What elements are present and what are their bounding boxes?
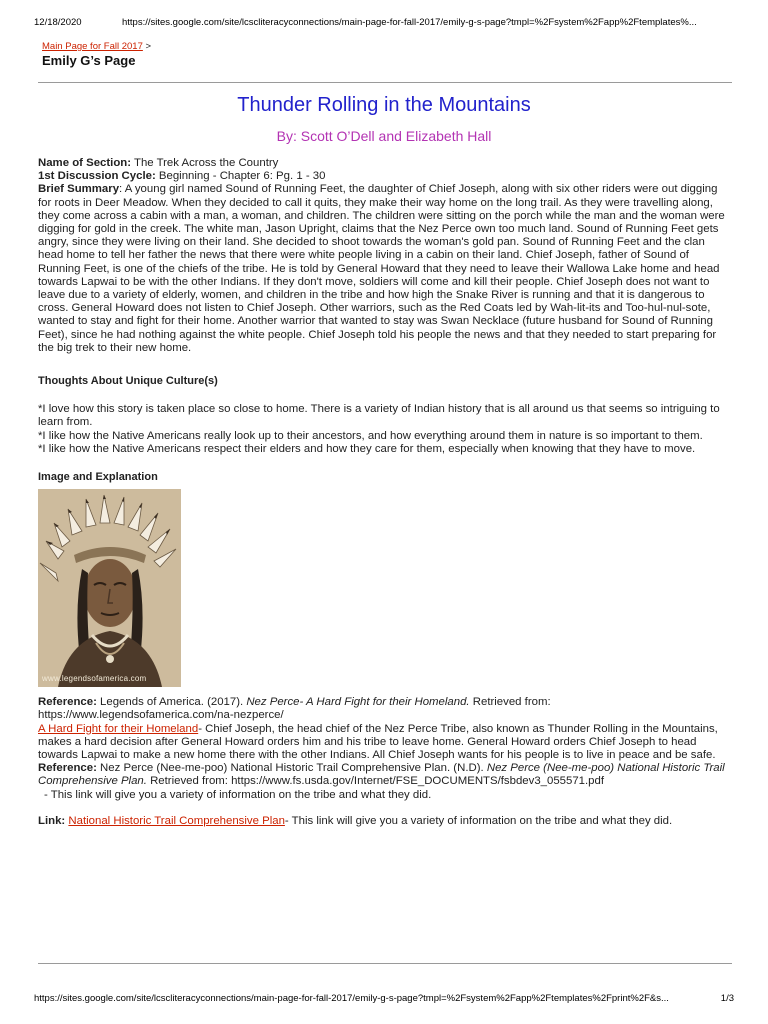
discussion-cycle-label: 1st Discussion Cycle: [38,170,156,183]
reference-2-retrieved: Retrieved from: https://www.fs.usda.gov/Internet/FSE_DOCUMENTS/fsbdev3_055571.pdf [146,775,605,788]
reference-2-note: - This link will give you a variety of information on the tribe and what they did. [44,788,432,801]
reference-1-retrieved: Retrieved from: https://www.legendsofamerica.com/na-nezperce/ [38,696,551,722]
discussion-cycle-value: Beginning - Chapter 6: Pg. 1 - 30 [155,170,326,183]
brief-summary-text: : A young girl named Sound of Running Feet, the daughter of Chief Joseph, along with six other riders were out digging for roots in Deer Meadow. When they decided to call it quits, they make their way home on the long trail. As they were travelling along, they come across a cabin with a man, a woman, and children. The children were sitting on the porch while the man and the woman were digging for gold in the creek. The white man, Jason Upright, claims that the Nez Perce own too much land. Sound of Running Feet gets angry, since they were living on their land. She decided to shoot towards the woman's gold pan. Sound of Running Feet and the clan head home to tell her father the news that there were white people living in a cabin on their land. Chief Joseph, father of Sound of Running Feet, is one of the chiefs of the tribe. He is told by General Howard that they need to leave their Wallowa Lake home and head towards Lapwai to be with the other Indians. If they don't move, soldiers will come and kill their people. Chief Joseph does not want to leave due to a variety of elderly, women, and children in the tribe and how high the Snake River is running and that it is dangerous to cross. General Howard does not listen to Chief Joseph. Other warriors, such as the Red Coats led by Wah-lit-its and Too-hul-nul-sote, wanted to stay and fight for their home. Another warrior that wanted to stay was Swan Necklace (future husband for Sound of Running Feet), since he had nothing against the white people. Chief Joseph told his people the news and that they needed to start preparing for the big trek to their new home. [38,183,725,354]
print-footer [0,993,768,1009]
reference-2-title: Nez Perce (Nee-me-poo) National Historic Trail Comprehensive Plan. [38,762,725,788]
image-explanation-heading: Image and Explanation [38,471,158,484]
reference-1-title: Nez Perce- A Hard Fight for their Homeland. [246,696,470,709]
portrait-illustration [38,489,181,687]
main-content [38,157,732,828]
hard-fight-link[interactable]: A Hard Fight for their Homeland [38,722,199,735]
reference-1 [38,696,732,722]
thought-item: *I love how this story is taken place so close to home. There is a variety of Indian history that is all around us that seems so intriguing to learn from. [38,403,720,429]
reference-1-text: Legends of America. (2017). [96,696,247,709]
reference-2-label: Reference: [38,762,97,775]
section-info [38,157,732,183]
image-explanation-text: - Chief Joseph, the head chief of the Nez Perce Tribe, also known as Thunder Rolling in the Mountains, makes a hard decision after General Howard orders him and his tribe to leave home. General Howard orders Chief Joseph to head towards Lapwai to make a new home there with the other Indians. All Chief Joseph wants for his people is to live in peace and be safe. [38,722,718,762]
link-label: Link: [38,814,66,827]
trail-plan-link[interactable]: National Historic Trail Comprehensive Plan [68,814,285,827]
footer-divider [38,963,732,964]
print-url: https://sites.google.com/site/lcscliteracyconnections/main-page-for-fall-2017/emily-g-s-page?tmpl=%2Fsystem%2Fapp%2Ftemplates%... [122,17,697,28]
document-title: Thunder Rolling in the Mountains [237,94,531,116]
thought-item: *I like how the Native Americans respect their elders and how they care for them, especially when knowing that they have to move. [38,442,696,455]
page-number: 1/3 [720,993,734,1004]
image-explanation [38,723,732,763]
link-line [38,815,732,828]
print-date: 12/18/2020 [34,17,82,28]
brief-summary-label: Brief Summary [38,183,120,196]
page-title: Emily G’s Page [42,53,136,68]
thoughts-heading: Thoughts About Unique Culture(s) [38,375,218,388]
section-name-label: Name of Section: [38,157,132,169]
breadcrumb [42,41,151,52]
reference-2 [38,762,732,788]
chief-joseph-photo [38,489,181,687]
link-line-text: - This link will give you a variety of information on the tribe and what they did. [284,814,673,827]
brief-summary [38,183,732,355]
reference-2-text: Nez Perce (Nee-me-poo) National Historic Trail Comprehensive Plan. (N.D). [96,762,487,775]
breadcrumb-separator: > [145,41,152,52]
document-authors: By: Scott O’Dell and Elizabeth Hall [276,128,492,144]
photo-watermark: www.legendsofamerica.com [42,674,147,684]
section-name-value: The Trek Across the Country [131,157,279,169]
breadcrumb-link-main-page[interactable]: Main Page for Fall 2017 [42,41,143,52]
thought-item: *I like how the Native Americans really look up to their ancestors, and how everything around them in nature is so important to them. [38,429,703,442]
header-divider [38,82,732,83]
print-header [0,17,768,33]
footer-url: https://sites.google.com/site/lcscliteracyconnections/main-page-for-fall-2017/emily-g-s-page?tmpl=%2Fsystem%2Fapp%2Ftemplates%2Fprint%2F&s... [34,993,669,1004]
reference-1-label: Reference: [38,696,97,709]
